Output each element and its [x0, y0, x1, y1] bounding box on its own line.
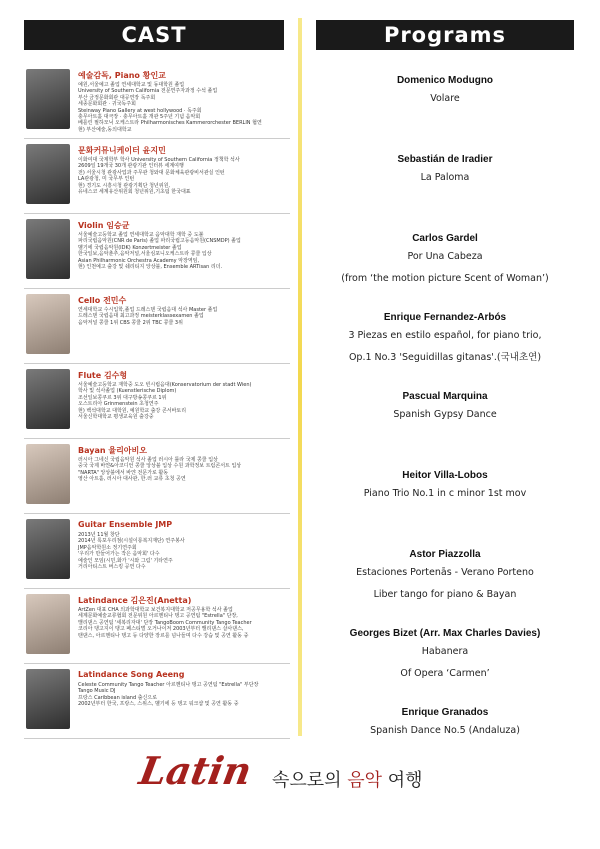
program-work: Liber tango for piano & Bayan [373, 589, 517, 600]
program-item [310, 311, 580, 386]
program-item [310, 232, 580, 307]
program-work: Piano Trio No.1 in c minor 1st mov [363, 488, 527, 499]
programs-list [310, 70, 580, 781]
program-composer: Astor Piazzolla [409, 549, 481, 560]
cast-photo [26, 669, 70, 729]
program-composer: Georges Bizet (Arr. Max Charles Davies) [349, 628, 541, 639]
program-work: Op.1 No.3 'Seguidillas gitanas'.(국내초연) [348, 352, 542, 363]
cast-name: Bayan 율리아비오 [78, 446, 147, 455]
program-work: Habanera [421, 646, 469, 657]
cast-photo [26, 369, 70, 429]
program-work: Spanish Dance No.5 (Andaluza) [370, 725, 520, 736]
footer-banner [136, 748, 480, 808]
cast-bio: 서울예술고등학교 졸업 연세대학교 음악대학 재학 중 도불 파리국립음악원(CNR de Paris) 졸업 파리국립고등음악원(CNSMDP) 졸업 벨기에 국립음악원(IDK) Konzertmeister 졸업 한국일보,음악춘추,음악저널,서울심포니오케스트라 콩쿨 입상 Asian Philharmonic Orchestra Academy 악장역임, 현) 인천예고 출강 및 쉐리티지 앙상블, Ensemble ARTisan 리더. [78, 232, 241, 271]
program-item [310, 548, 580, 623]
cast-name: Latindance 김은진(Anetta) [78, 596, 192, 605]
cast-photo [26, 519, 70, 579]
cast-member [24, 664, 290, 739]
program-item [310, 390, 580, 465]
program-work: Spanish Gypsy Dance [393, 409, 497, 420]
cast-name: Cello 전민수 [78, 296, 127, 305]
program-work: (from ‘the motion picture Scent of Woman’) [341, 273, 549, 284]
cast-name: 문화커뮤니케이터 윤지민 [78, 146, 166, 155]
footer-text-1: 속으로의 [272, 770, 348, 791]
center-divider [298, 18, 302, 736]
footer-text-3: 여행 [382, 770, 423, 791]
cast-member [24, 439, 290, 514]
cast-bio: 서울예술고등학교 재학중 도오 빈시립음대(Konservatorium der stadt Wien) 학사 및 석사졸업 (Kuenstlerische Diplom) 조선일보콩쿠르 3위 대구방송콩쿠르 1위 오스트리아 Grinmenstein 초청연주 현) 백석대학교 대학원, 예원학교 출강 콘서바토리 서울신학대학교 평생교육원 출강중 [78, 382, 252, 421]
program-item [310, 469, 580, 544]
program-item [310, 74, 580, 149]
cast-photo [26, 294, 70, 354]
program-composer: Carlos Gardel [412, 233, 478, 244]
cast-member [24, 214, 290, 289]
cast-header: CAST [24, 20, 284, 50]
cast-name: Flute 김수형 [78, 371, 128, 380]
program-composer: Pascual Marquina [402, 391, 488, 402]
cast-photo [26, 69, 70, 129]
footer-text-music: 음악 [347, 770, 383, 791]
cast-name: Violin 임승균 [78, 221, 130, 230]
cast-bio: 예원,서울예고 졸업 연세대학교 및 동대학원 졸업 University of Southern California 전문연주자과정 수석 졸업 부산 금정문화회관 대공연장 독주회 세종문화회관 · 귀국독주회 Steinway Piano Gallery at west hollywood · 독주회 충무아트홀 대극장 · 충무아트홀 개관 5주년 기념 음악회 베를린 필하모닉 오케스트라 Philharmonisches Kammerorchester BERLIN 협연 현) 부산예술,동의대학교 [78, 82, 262, 133]
program-work: 3 Piezas en estilo español, for piano trio, [348, 330, 542, 341]
program-work: Por Una Cabeza [407, 251, 483, 262]
cast-name: 예술감독, Piano 황인교 [78, 71, 166, 80]
cast-bio: 이화여대 국제학부 학사 University of Southern California 정책학 석사 2609일 19개국 30개 관광기관 인터뷰 세계여행 전) 서울시청 관광사업과 주무관 청와대 문화체육관광비서관실 인턴 LA관광청, 미 국무부 인턴 현) 경기도 시흥시청 관광기획단 청년위원, 유네스코 세계유산위원회 청년위원,기초팀 한국대표 [78, 157, 240, 196]
program-work: Of Opera ‘Carmen’ [400, 668, 490, 679]
cast-name: Guitar Ensemble JMP [78, 520, 173, 529]
cast-bio: Celeste Community Tango Teacher 아르헨티나 탱고 공연팀 "Estrella" 부단장 Tango Music DJ 프랑스 Caribbean island 출신으로 2002년부터 한국, 프랑스, 스위스, 벨기에 등 탱고 워크샵 및 공연 활동 중 [78, 682, 259, 708]
cast-name: Latindance Song Aeeng [78, 670, 185, 679]
footer-tagline [272, 766, 423, 792]
cast-member [24, 64, 290, 139]
program-work: La Paloma [420, 172, 470, 183]
cast-photo [26, 144, 70, 204]
program-composer: Enrique Fernandez-Arbós [383, 312, 507, 323]
cast-bio: 2013년 11월 창단 2014년 록포우리점(시설이롱복지재단) 연주봉사 JMP음악학원소 정기연주회 '우리가 만들어가는 작은 음악회' 다수 예술인 모임(시민,화가 '시와 그림' 기타연주 거리아티스트 버스킹 공연 다수 [78, 532, 185, 571]
program-composer: Sebastián de Iradier [397, 154, 493, 165]
cast-photo [26, 219, 70, 279]
cast-photo [26, 444, 70, 504]
cast-bio: ArtZen 대표 CHA 의과학대학교 보건복지대학교 저공무용학 석사 졸업 세계문화예술교류협회 전문위원 아르헨티나 탱고 공연팀 "Estrella" 단장, 밸리댄스 공연팀 '세복리자대' 단장 TangoBoom Community Tango Teacher 코리아 탱고지이 탱고 페스티벌 오거나이저 2003년부터 밸리댄스 살사댄스, 탠댄스, 아르헨티나 탱고 등 다양한 장르를 넘나들며 다수 강습 및 공연 활동 중 [78, 607, 252, 639]
cast-member [24, 364, 290, 439]
program-composer: Domenico Modugno [396, 75, 494, 86]
cast-bio: 연세대학교 수시입학,졸업 드레스덴 국립음대 석사 Master 졸업 드레스덴 국립음대 최고과정 meisterklassexamen 졸업 음악저널 콩쿨 1위 CBS 콩쿨 2위 TBC 콩쿨 3위 [78, 307, 218, 326]
program-item [310, 627, 580, 702]
cast-photo [26, 594, 70, 654]
cast-member [24, 589, 290, 664]
program-composer: Enrique Granados [401, 707, 489, 718]
programs-header: Programs [316, 20, 574, 50]
program-work: Estaciones Portenās - Verano Porteno [356, 567, 534, 578]
cast-list [24, 64, 290, 739]
footer-latin-logo: Latin [136, 748, 255, 793]
cast-member [24, 514, 290, 589]
program-composer: Heitor Villa-Lobos [402, 470, 488, 481]
program-work: Volare [430, 93, 460, 104]
cast-bio: 러시아 그네신 국립음악원 석사 졸업 러시아 틀라 국제 콩쿨 입상 중국 국제 바얀&아코디언 콩쿨 앙상블 입상 수원 과학정보 트럼콘서트 입상 "NARTA" 앙상블에서 바얀 전문가로 활동 영산 아트홀, 러시아 대사관, 한.러 교류 초청 공연 [78, 457, 242, 483]
cast-member [24, 139, 290, 214]
cast-member [24, 289, 290, 364]
program-item [310, 153, 580, 228]
